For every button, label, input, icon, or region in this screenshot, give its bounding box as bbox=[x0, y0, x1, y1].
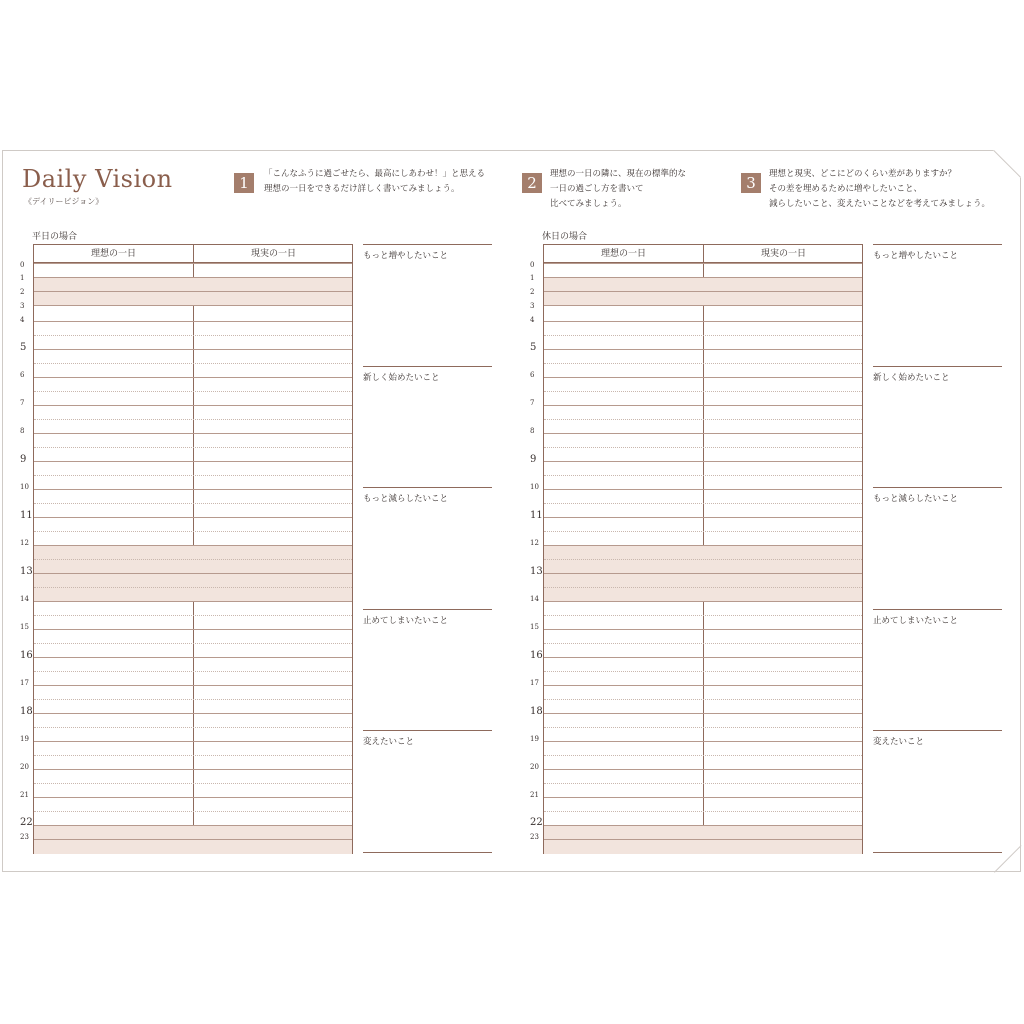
step-line: 一日の過ごし方を書いて bbox=[550, 184, 644, 194]
schedule-table-weekday bbox=[33, 244, 353, 854]
step-number-1: 1 bbox=[234, 173, 254, 193]
note-heading-increase: もっと増やしたいこと bbox=[873, 251, 959, 261]
half-hour-line bbox=[544, 727, 862, 728]
hour-label: 16 bbox=[530, 650, 543, 661]
half-hour-line bbox=[544, 755, 862, 756]
hour-row bbox=[34, 263, 352, 277]
hour-label: 5 bbox=[530, 342, 537, 353]
note-rule bbox=[873, 730, 1002, 731]
half-hour-line bbox=[34, 419, 352, 420]
half-hour-line bbox=[544, 559, 862, 560]
hour-row bbox=[34, 825, 352, 839]
section-label-holiday: 休日の場合 bbox=[542, 232, 588, 242]
hour-label: 1 bbox=[530, 274, 535, 282]
half-hour-line bbox=[544, 615, 862, 616]
hour-label: 21 bbox=[530, 791, 539, 799]
note-rule bbox=[873, 244, 1002, 245]
hour-row bbox=[34, 839, 352, 854]
note-heading-reduce: もっと減らしたいこと bbox=[363, 494, 449, 504]
half-hour-line bbox=[544, 699, 862, 700]
step-line: その差を埋めるために増やしたいこと、 bbox=[769, 184, 923, 194]
half-hour-line bbox=[544, 783, 862, 784]
half-hour-line bbox=[34, 391, 352, 392]
step-line: 理想と現実、どこにどのくらい差がありますか？ bbox=[769, 169, 957, 179]
hour-label: 16 bbox=[20, 650, 33, 661]
half-hour-line bbox=[34, 559, 352, 560]
hour-label: 4 bbox=[20, 316, 25, 324]
half-hour-line bbox=[544, 475, 862, 476]
hour-label: 15 bbox=[20, 623, 29, 631]
column-header-actual: 現実の一日 bbox=[250, 249, 296, 259]
step-text-3 bbox=[769, 167, 990, 212]
step-line: 「こんなふうに過ごせたら、最高にしあわせ！」と思える bbox=[264, 169, 486, 179]
hour-label: 6 bbox=[20, 371, 25, 379]
hour-label: 3 bbox=[20, 302, 25, 310]
half-hour-line bbox=[544, 335, 862, 336]
hour-label: 18 bbox=[530, 706, 543, 717]
hour-label: 9 bbox=[20, 454, 27, 465]
hour-label: 0 bbox=[20, 261, 25, 269]
hour-label: 11 bbox=[20, 510, 33, 521]
step-number-3: 3 bbox=[741, 173, 761, 193]
hour-label: 5 bbox=[20, 342, 27, 353]
hour-row bbox=[34, 305, 352, 321]
hour-row bbox=[544, 839, 862, 854]
half-hour-line bbox=[34, 531, 352, 532]
hour-label: 20 bbox=[20, 763, 29, 771]
hour-label: 12 bbox=[530, 539, 539, 547]
step-line: 理想の一日の隣に、現在の標準的な bbox=[550, 169, 687, 179]
note-rule bbox=[363, 852, 492, 853]
hour-label: 8 bbox=[530, 427, 535, 435]
half-hour-line bbox=[544, 531, 862, 532]
hour-label: 23 bbox=[20, 833, 29, 841]
note-heading-change: 変えたいこと bbox=[363, 737, 415, 747]
column-header-actual: 現実の一日 bbox=[760, 249, 806, 259]
hour-label: 13 bbox=[530, 566, 543, 577]
schedule-table-holiday bbox=[543, 244, 863, 854]
half-hour-line bbox=[34, 615, 352, 616]
hour-label: 1 bbox=[20, 274, 25, 282]
hour-row bbox=[34, 277, 352, 291]
hour-label: 8 bbox=[20, 427, 25, 435]
half-hour-line bbox=[544, 419, 862, 420]
half-hour-line bbox=[34, 783, 352, 784]
hour-label: 3 bbox=[530, 302, 535, 310]
step-line: 減らしたいこと、変えたいことなどを考えてみましょう。 bbox=[769, 199, 991, 209]
note-rule bbox=[873, 609, 1002, 610]
half-hour-line bbox=[544, 671, 862, 672]
half-hour-line bbox=[544, 447, 862, 448]
step-line: 比べてみましょう。 bbox=[550, 199, 627, 209]
note-rule bbox=[363, 487, 492, 488]
hour-label: 7 bbox=[530, 399, 535, 407]
step-text-1 bbox=[264, 167, 485, 197]
hour-label: 10 bbox=[20, 483, 29, 491]
column-header-ideal: 理想の一日 bbox=[600, 249, 646, 259]
half-hour-line bbox=[34, 587, 352, 588]
hour-label: 22 bbox=[20, 817, 33, 828]
hour-label: 0 bbox=[530, 261, 535, 269]
page-title: Daily Vision bbox=[22, 165, 173, 193]
hour-row bbox=[544, 277, 862, 291]
note-heading-reduce: もっと減らしたいこと bbox=[873, 494, 959, 504]
hour-label: 21 bbox=[20, 791, 29, 799]
note-rule bbox=[873, 487, 1002, 488]
half-hour-line bbox=[34, 643, 352, 644]
note-rule bbox=[363, 730, 492, 731]
hour-label: 11 bbox=[530, 510, 543, 521]
hour-row bbox=[34, 291, 352, 305]
half-hour-line bbox=[34, 447, 352, 448]
note-rule bbox=[363, 366, 492, 367]
half-hour-line bbox=[544, 391, 862, 392]
note-heading-change: 変えたいこと bbox=[873, 737, 925, 747]
hour-label: 9 bbox=[530, 454, 537, 465]
half-hour-line bbox=[34, 671, 352, 672]
note-heading-stop: 止めてしまいたいこと bbox=[363, 616, 449, 626]
hour-label: 22 bbox=[530, 817, 543, 828]
note-rule bbox=[363, 244, 492, 245]
hour-label: 23 bbox=[530, 833, 539, 841]
half-hour-line bbox=[34, 475, 352, 476]
hour-label: 19 bbox=[20, 735, 29, 743]
note-heading-start: 新しく始めたいこと bbox=[363, 373, 440, 383]
half-hour-line bbox=[34, 699, 352, 700]
hour-label: 17 bbox=[20, 679, 29, 687]
hour-label: 2 bbox=[530, 288, 535, 296]
hour-label: 2 bbox=[20, 288, 25, 296]
hour-label: 13 bbox=[20, 566, 33, 577]
half-hour-line bbox=[34, 727, 352, 728]
column-header-ideal: 理想の一日 bbox=[90, 249, 136, 259]
hour-label: 12 bbox=[20, 539, 29, 547]
hour-label: 18 bbox=[20, 706, 33, 717]
half-hour-line bbox=[34, 755, 352, 756]
note-rule bbox=[363, 609, 492, 610]
half-hour-line bbox=[544, 643, 862, 644]
hour-label: 6 bbox=[530, 371, 535, 379]
half-hour-line bbox=[544, 587, 862, 588]
note-heading-start: 新しく始めたいこと bbox=[873, 373, 950, 383]
note-rule bbox=[873, 852, 1002, 853]
hour-row bbox=[544, 825, 862, 839]
half-hour-line bbox=[544, 811, 862, 812]
hour-label: 19 bbox=[530, 735, 539, 743]
hour-label: 10 bbox=[530, 483, 539, 491]
hour-label: 14 bbox=[20, 595, 29, 603]
half-hour-line bbox=[544, 363, 862, 364]
section-label-weekday: 平日の場合 bbox=[32, 232, 78, 242]
half-hour-line bbox=[34, 811, 352, 812]
step-line: 理想の一日をできるだけ詳しく書いてみましょう。 bbox=[264, 184, 460, 194]
hour-label: 15 bbox=[530, 623, 539, 631]
page-subtitle: 《デイリービジョン》 bbox=[24, 197, 104, 206]
hour-label: 20 bbox=[530, 763, 539, 771]
half-hour-line bbox=[544, 503, 862, 504]
half-hour-line bbox=[34, 363, 352, 364]
hour-row bbox=[544, 291, 862, 305]
step-text-2 bbox=[550, 167, 686, 212]
step-number-2: 2 bbox=[522, 173, 542, 193]
hour-row bbox=[544, 263, 862, 277]
note-heading-stop: 止めてしまいたいこと bbox=[873, 616, 959, 626]
half-hour-line bbox=[34, 503, 352, 504]
hour-row bbox=[544, 305, 862, 321]
half-hour-line bbox=[34, 335, 352, 336]
note-rule bbox=[873, 366, 1002, 367]
note-heading-increase: もっと増やしたいこと bbox=[363, 251, 449, 261]
hour-label: 7 bbox=[20, 399, 25, 407]
hour-label: 14 bbox=[530, 595, 539, 603]
hour-label: 17 bbox=[530, 679, 539, 687]
hour-label: 4 bbox=[530, 316, 535, 324]
